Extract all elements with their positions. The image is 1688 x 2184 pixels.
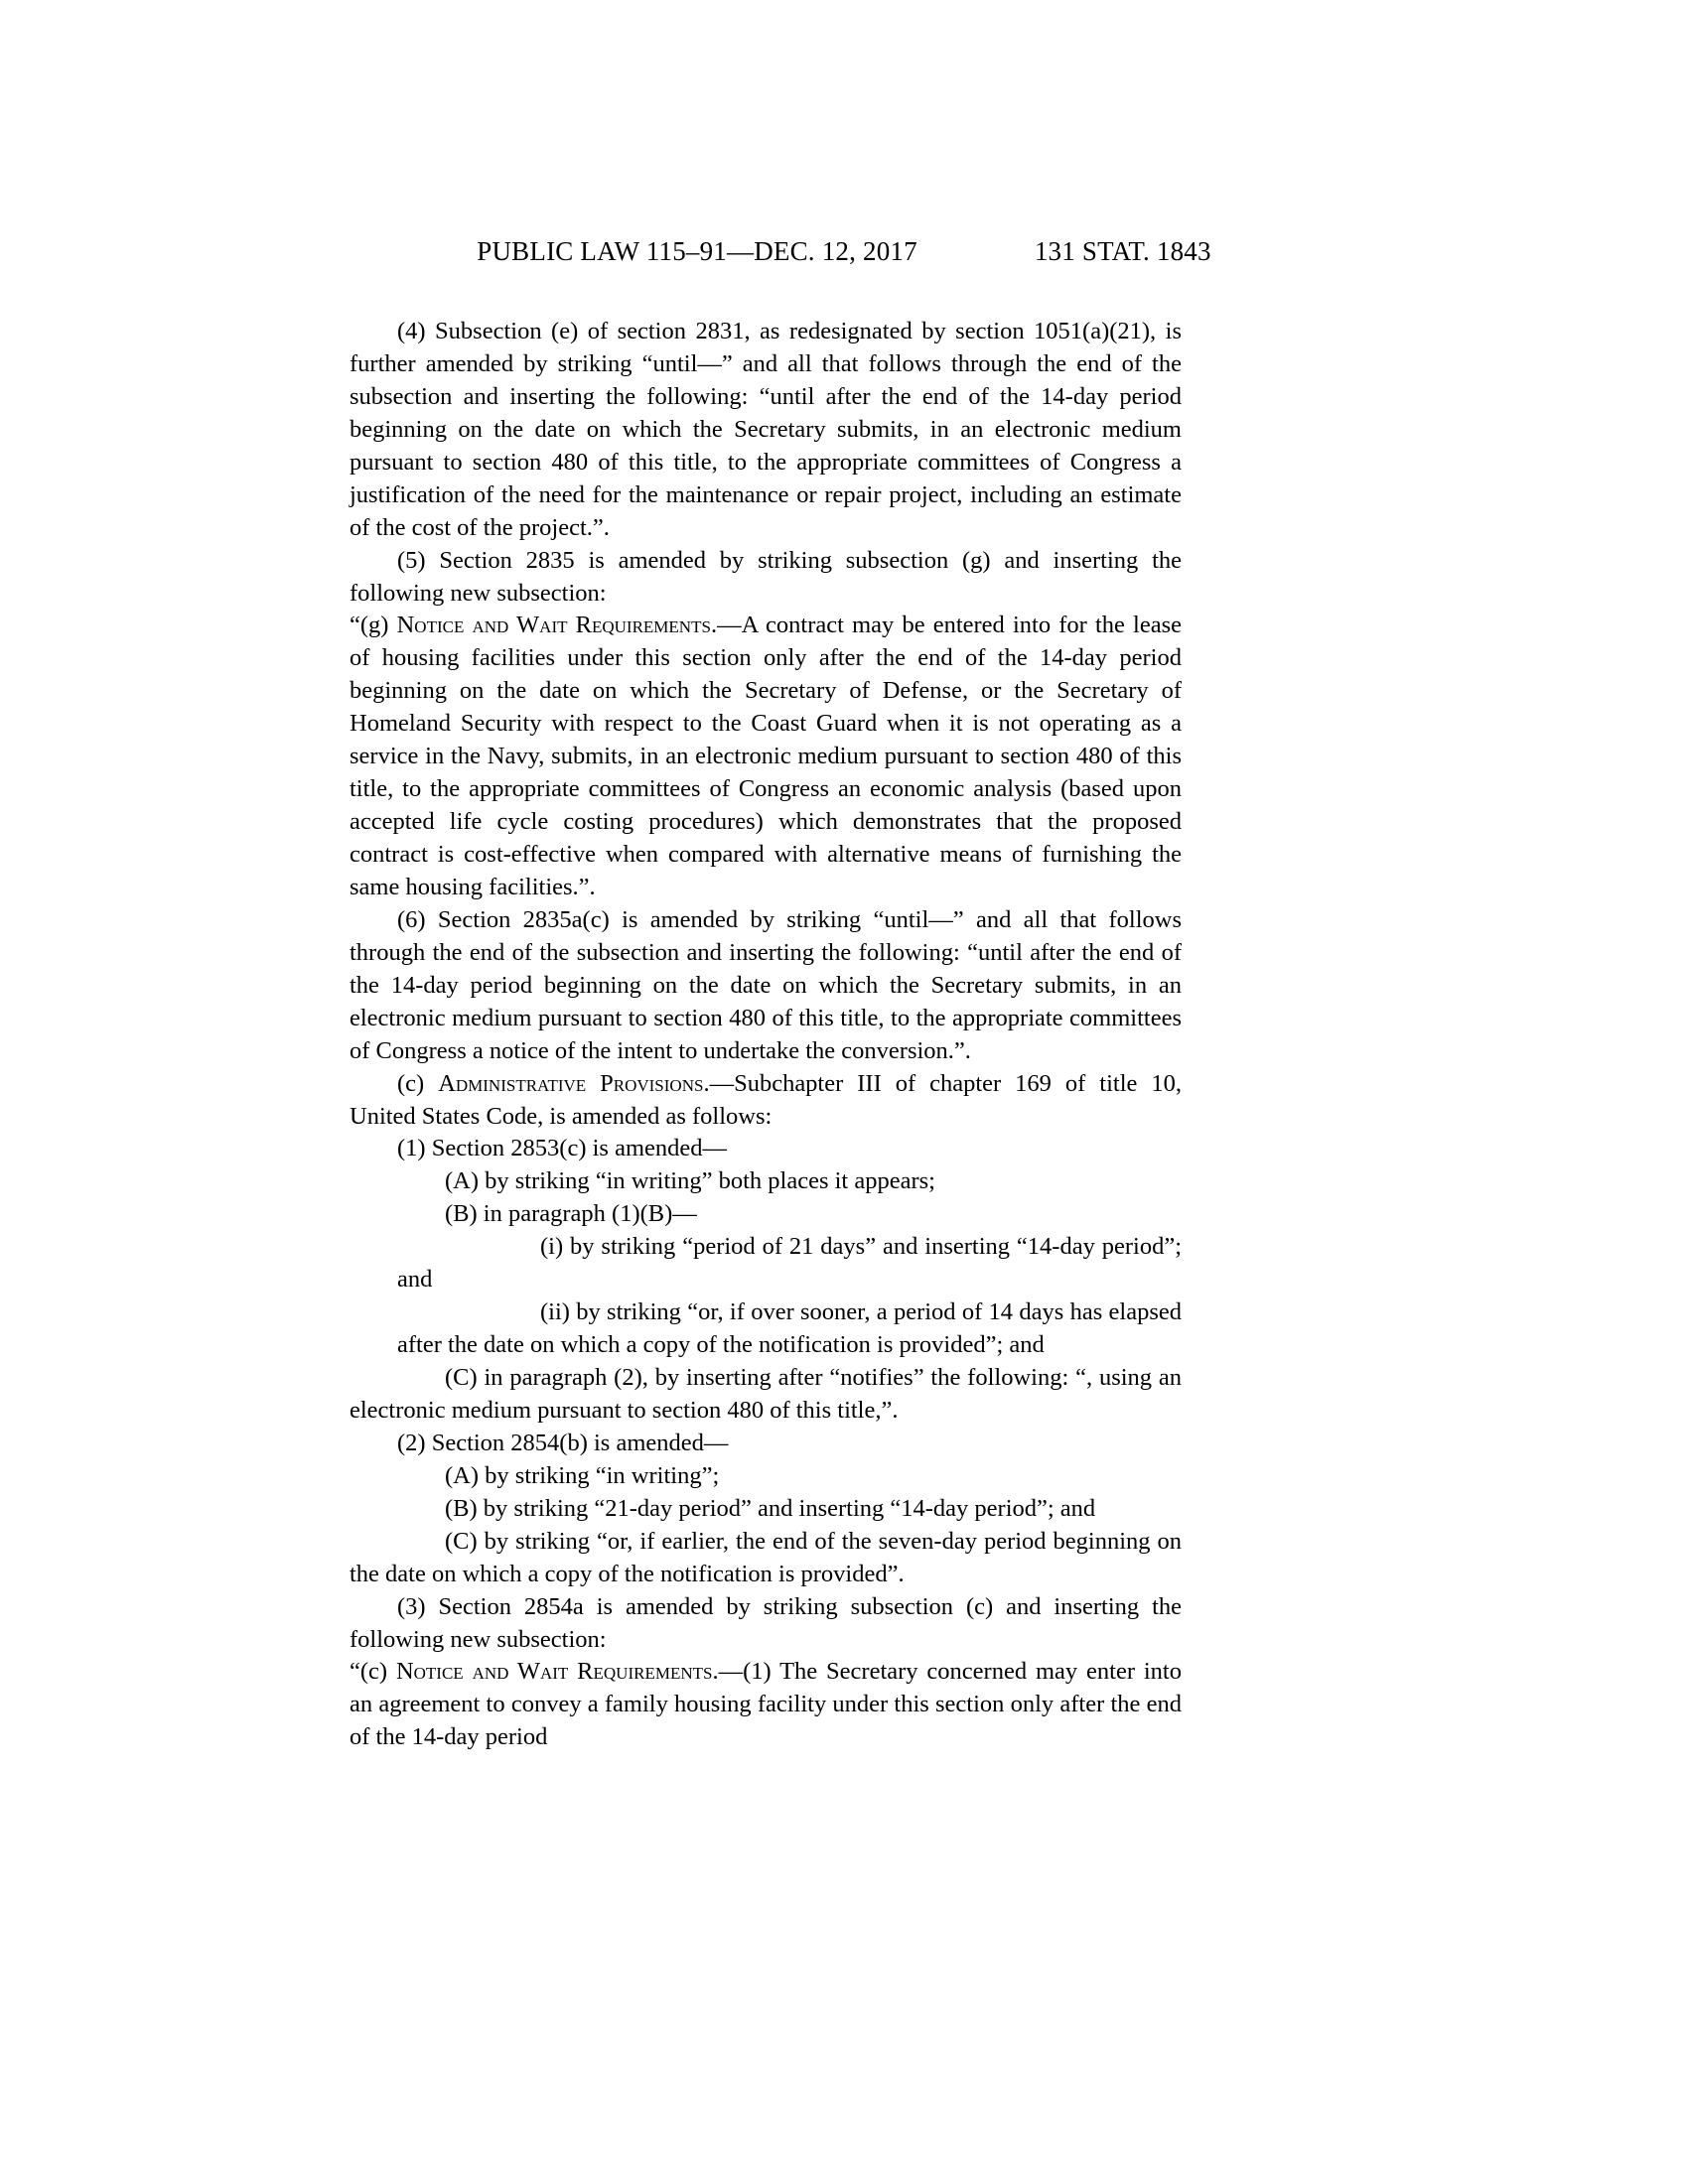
header-public-law: PUBLIC LAW 115–91—DEC. 12, 2017 [477, 236, 917, 266]
paragraph-c-notice-and-wait: “(c) Notice and Wait Requirements.—(1) The Secretary concerned may enter into an agreement to convey a family housing facility under this section only after the end of the 14-day period [350, 1658, 1182, 1751]
paragraph-5: (5) Section 2835 is amended by striking subsection (g) and inserting the following new subsection: [350, 546, 1182, 607]
paragraph-c-administrative-provisions: (c) Administrative Provisions.—Subchapter III of chapter 169 of title 10, United States Code, is amended as follows: [350, 1069, 1183, 1130]
paragraph-3-section-2854a: (3) Section 2854a is amended by striking subsection (c) and inserting the following new subsection: [350, 1592, 1182, 1653]
header-statute-citation: 131 STAT. 1843 [1034, 236, 1211, 266]
paragraph-2-B: (B) by striking “21-day period” and inserting “14-day period”; and [445, 1494, 1096, 1522]
paragraph-1-B: (B) in paragraph (1)(B)— [445, 1200, 697, 1228]
paragraph-1-section-2853c: (1) Section 2853(c) is amended— [397, 1135, 728, 1162]
paragraph-g-notice-and-wait: “(g) Notice and Wait Requirements.—A contract may be entered into for the lease of housing facilities under this section only after the end of the 14-day period beginning on the date on which the Secretary of Defense, or the Secretary of Homeland Security with respect to the Coast Guard when it is not operating as a service in the Navy, submits, in an electronic medium pursuant to section 480 of this title, to the appropriate committees of Congress an economic analysis (based upon accepted life cycle costing procedures) which demonstrates that the proposed contract is cost-effective when compared with alternative means of furnishing the same housing facilities.”. [350, 612, 1182, 900]
paragraph-2-A: (A) by striking “in writing”; [445, 1461, 720, 1489]
paragraph-2-section-2854b: (2) Section 2854(b) is amended— [397, 1429, 729, 1456]
paragraph-2-C: (C) by striking “or, if earlier, the end of the seven-day period beginning on the date on which a copy of the notification is provided”. [350, 1527, 1182, 1587]
paragraph-1-C: (C) in paragraph (2), by inserting after “notifies” the following: “, using an electronic medium pursuant to section 480 of this title,”. [350, 1364, 1182, 1424]
paragraph-1-B-i: (i) by striking “period of 21 days” and inserting “14-day period”; and [397, 1233, 1182, 1294]
paragraph-1-B-ii: (ii) by striking “or, if over sooner, a period of 14 days has elapsed after the date on which a copy of the notification is provided”; and [397, 1298, 1182, 1359]
page-header [0, 236, 1688, 267]
paragraph-6: (6) Section 2835a(c) is amended by striking “until—” and all that follows through the end of the subsection and inserting the following: “until after the end of the 14-day period beginning on the date on which the Secretary submits, in an electronic medium pursuant to section 480 of this title, to the appropriate committees of Congress a notice of the intent to undertake the conversion.”. [350, 905, 1182, 1064]
paragraph-1-A: (A) by striking “in writing” both places it appears; [445, 1167, 935, 1195]
body-text-column [350, 316, 1182, 1754]
paragraph-4: (4) Subsection (e) of section 2831, as redesignated by section 1051(a)(21), is further amended by striking “until—” and all that follows through the end of the subsection and inserting the following: “until after the end of the 14-day period beginning on the date on which the Secretary submits, in an electronic medium pursuant to section 480 of this title, to the appropriate committees of Congress a justification of the need for the maintenance or repair project, including an estimate of the cost of the project.”. [350, 318, 1182, 541]
